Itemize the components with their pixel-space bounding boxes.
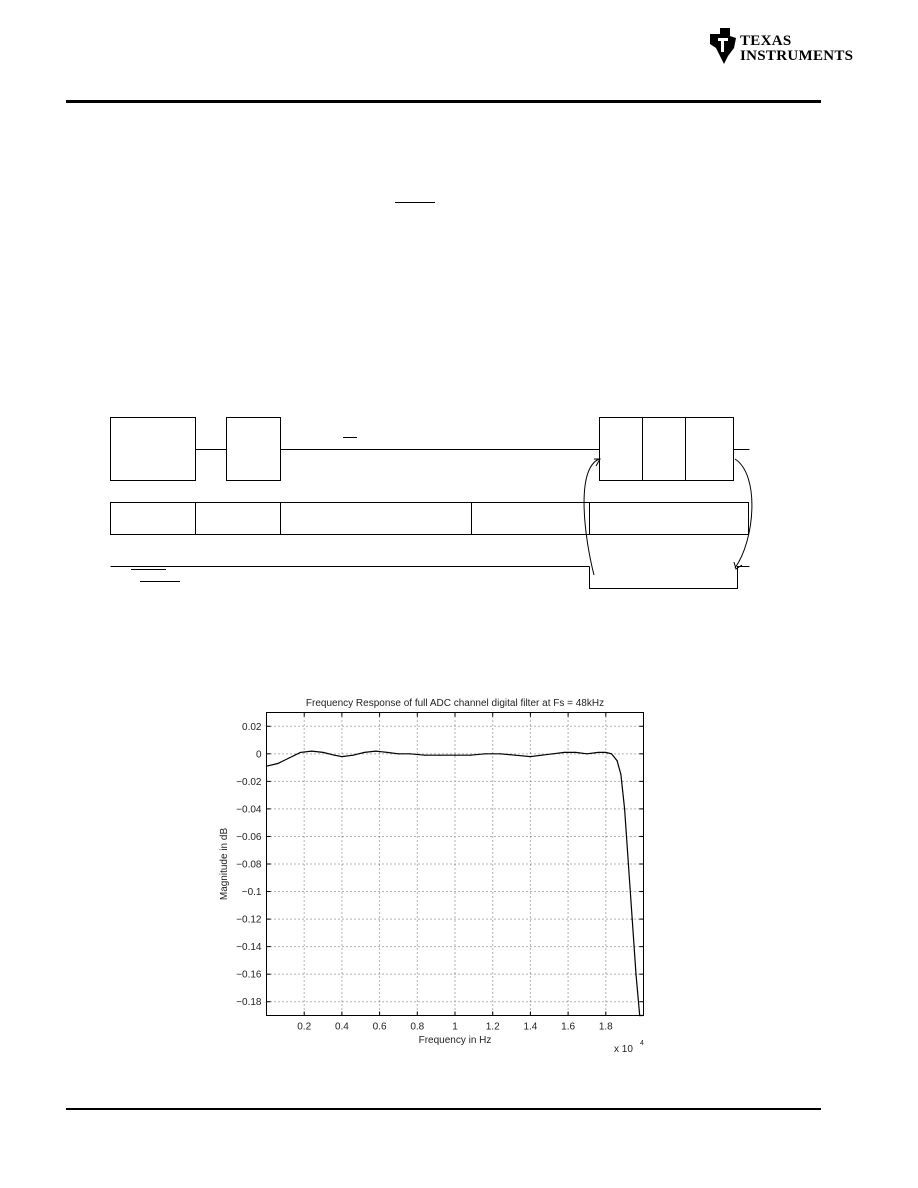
chart-ticks (236, 713, 643, 1033)
chart-data-point (353, 755, 354, 756)
chart-data-point (632, 918, 633, 919)
chart-data-point (642, 1015, 643, 1016)
chart-data-point (541, 755, 542, 756)
x-tick-label: 0.2 (297, 1021, 312, 1033)
chart-points (266, 750, 643, 1016)
chart-data-point (605, 752, 606, 753)
x-tick-label: 1.6 (561, 1021, 576, 1033)
chart-data-point (586, 753, 587, 754)
y-tick-label: −0.14 (236, 942, 262, 954)
chart-data-point (266, 766, 267, 767)
y-tick-label: −0.08 (236, 859, 262, 871)
chart-data-point (277, 763, 278, 764)
chart-data-point (598, 752, 599, 753)
y-tick-label: −0.04 (236, 804, 262, 816)
x-tick-label: 0.8 (410, 1021, 425, 1033)
logo-text-texas: TEXAS (740, 33, 792, 49)
chart-data-point (311, 750, 312, 751)
chart-data-point (322, 752, 323, 753)
chart-data-point (485, 753, 486, 754)
chart-grid (267, 713, 644, 1016)
chart-data-point (364, 752, 365, 753)
chart-data-point (575, 752, 576, 753)
chart-data-point (564, 752, 565, 753)
chart-data-point (469, 755, 470, 756)
chart-ylabel: Magnitude in dB (219, 827, 230, 901)
x-tick-label: 0.4 (334, 1021, 349, 1033)
chart-data-point (530, 756, 531, 757)
logo-text-instruments: INSTRUMENTS (740, 48, 854, 64)
x-tick-label: 1.4 (523, 1021, 538, 1033)
chart-data-point (628, 863, 629, 864)
chart-data-point (515, 755, 516, 756)
chart-data-point (500, 753, 501, 754)
chart-title: Frequency Response of full ADC channel digital filter at Fs = 48kHz (305, 698, 605, 709)
x-tick-label: 1.8 (598, 1021, 613, 1033)
y-tick-label: 0.02 (242, 721, 262, 733)
chart-data-point (341, 756, 342, 757)
y-tick-label: −0.1 (241, 887, 262, 899)
x-tick-label: 1.2 (485, 1021, 500, 1033)
chart-x-exponent-power: 4 (640, 1040, 644, 1047)
chart-data-point (289, 757, 290, 758)
chart-data-point (624, 808, 625, 809)
chart-data-point (334, 755, 335, 756)
footer-rule (66, 1108, 821, 1110)
y-tick-label: −0.12 (236, 914, 262, 926)
x-tick-label: 1 (452, 1021, 458, 1033)
chart-xlabel: Frequency in Hz (418, 1035, 492, 1046)
chart-data-point (552, 753, 553, 754)
chart-data-point (611, 753, 612, 754)
chart-x-exponent-label: x 10 (614, 1044, 633, 1055)
x-tick-label: 0.6 (372, 1021, 387, 1033)
chart-series-line (267, 751, 643, 1015)
chart-data-point (635, 974, 636, 975)
y-tick-label: −0.02 (236, 776, 262, 788)
y-tick-label: −0.16 (236, 969, 262, 981)
chart-data-point (639, 1015, 640, 1016)
chart-data-point (424, 755, 425, 756)
chart-data-point (300, 752, 301, 753)
chart-data-point (375, 750, 376, 751)
chart-data-point (454, 755, 455, 756)
chart-data-point (387, 752, 388, 753)
chart-data-point (617, 760, 618, 761)
chart-data-point (398, 753, 399, 754)
y-tick-label: −0.06 (236, 831, 262, 843)
y-tick-label: −0.18 (236, 997, 262, 1009)
chart-data-point (620, 774, 621, 775)
chart-data-point (439, 755, 440, 756)
chart-data-point (409, 753, 410, 754)
y-tick-label: 0 (255, 749, 262, 761)
